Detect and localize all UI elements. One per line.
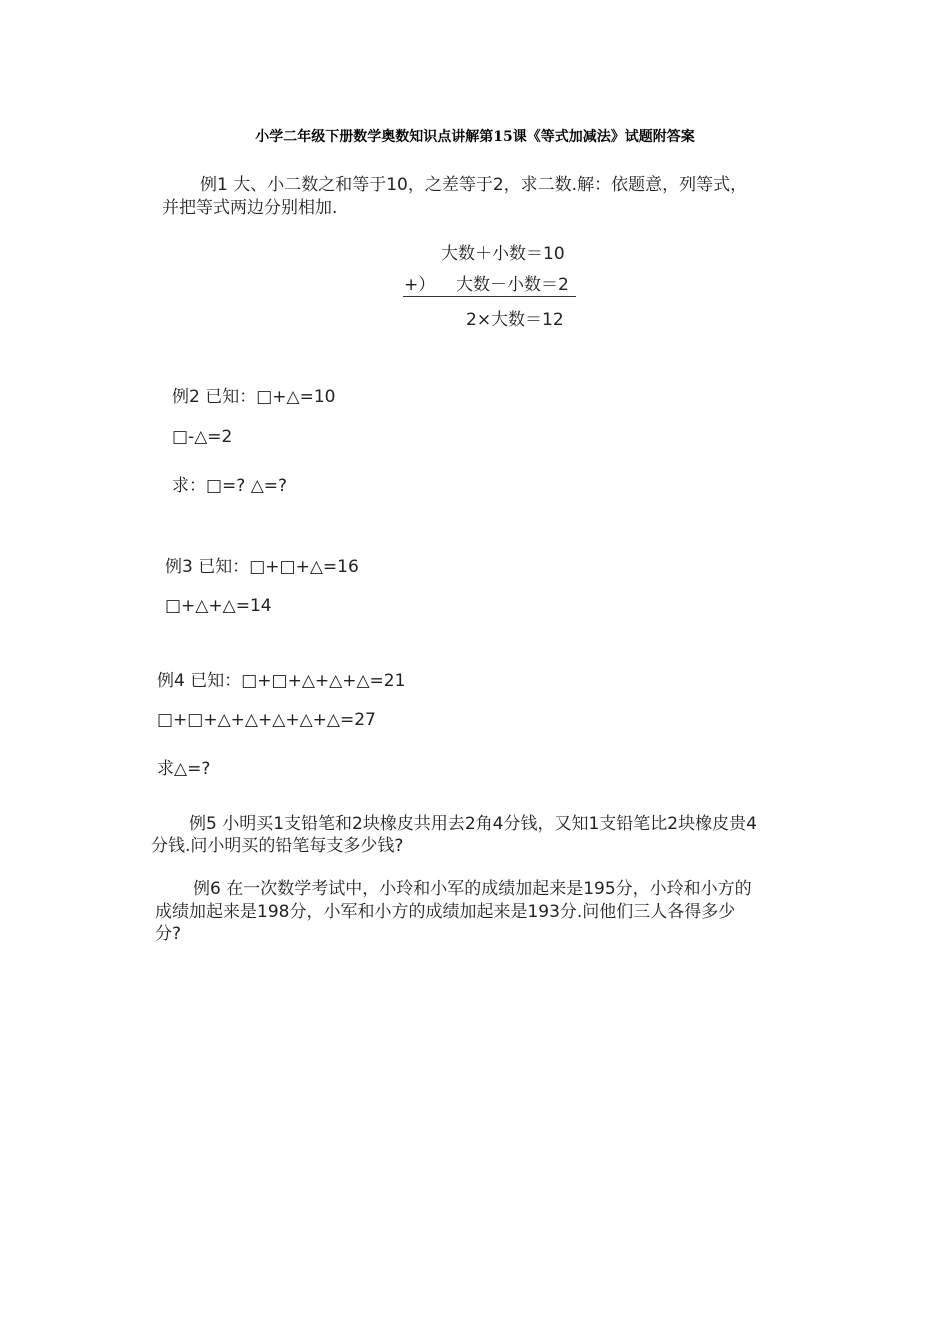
ex3-line2: □+△+△=14 (165, 596, 272, 616)
ex2-line1: 例2 已知：□+△=10 (172, 387, 336, 407)
ex4-line1: 例4 已知：□+□+△+△+△=21 (157, 671, 406, 691)
ex1-sum-rule (403, 296, 576, 297)
ex6-line1: 例6 在一次数学考试中，小玲和小军的成绩加起来是195分，小玲和小方的 (193, 879, 752, 899)
ex4-line2: □+□+△+△+△+△+△=27 (157, 710, 376, 730)
ex5-line1: 例5 小明买1支铅笔和2块橡皮共用去2角4分钱，又知1支铅笔比2块橡皮贵4 (189, 814, 757, 834)
ex6-line2: 成绩加起来是198分，小军和小方的成绩加起来是193分.问他们三人各得多少 (155, 902, 736, 922)
ex2-line3: 求：□=? △=? (172, 476, 288, 496)
ex5-line2: 分钱.问小明买的铅笔每支多少钱? (151, 836, 404, 856)
ex6-line3: 分? (155, 924, 182, 944)
ex2-line2: □-△=2 (172, 427, 233, 447)
ex1-equation-3: 2×大数＝12 (466, 310, 564, 330)
ex1-equation-2: 大数－小数＝2 (456, 275, 569, 295)
page-title: 小学二年级下册数学奥数知识点讲解第15课《等式加减法》试题附答案 (255, 129, 695, 145)
ex4-line3: 求△=? (157, 759, 211, 779)
ex1-equation-1: 大数＋小数＝10 (441, 244, 565, 264)
ex3-line1: 例3 已知：□+□+△=16 (165, 557, 359, 577)
ex1-equation-plus: +） (404, 275, 436, 295)
ex1-line2: 并把等式两边分别相加. (162, 198, 338, 218)
ex1-line1: 例1 大、小二数之和等于10，之差等于2，求二数.解：依题意，列等式， (200, 175, 748, 195)
